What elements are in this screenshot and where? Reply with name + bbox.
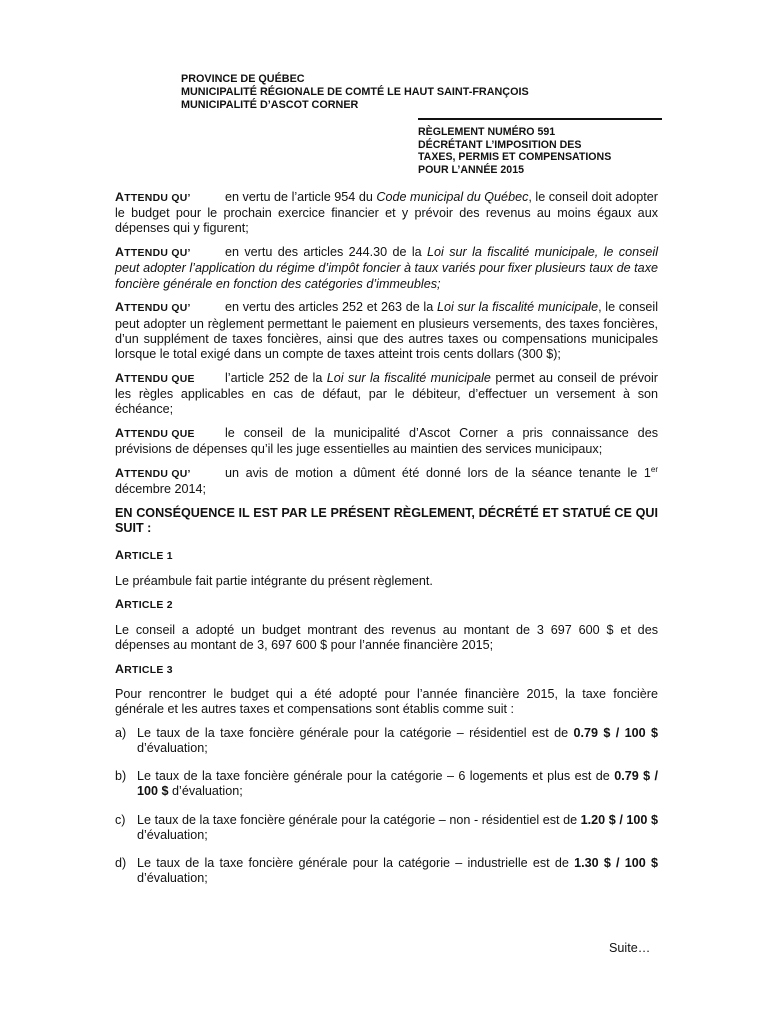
list-marker: a) [115, 725, 127, 740]
preamble-paragraph: ATTENDU QU’ un avis de motion a dûment été donné lors de la séance tenante le 1er décembre 2014; [115, 464, 658, 497]
tax-rate: 1.30 $ / 100 $ [574, 856, 659, 871]
reglement-title-line: TAXES, PERMIS ET COMPENSATIONS [418, 151, 612, 164]
article-text: Pour rencontrer le budget qui a été adopté pour l’année financière 2015, la taxe foncière générale et les autres taxes et compensations sont établis comme suit : [115, 686, 658, 717]
article-heading: ARTICLE 1 [115, 548, 173, 563]
header-province: PROVINCE DE QUÉBEC [181, 73, 305, 85]
list-marker: b) [115, 769, 127, 784]
consequence-statement: EN CONSÉQUENCE IL EST PAR LE PRÉSENT RÈGLEMENT, DÉCRÉTÉ ET STATUÉ CE QUI SUIT : [115, 506, 658, 536]
attendu-lead: ATTENDU QU’ [115, 245, 191, 260]
article-text: Le conseil a adopté un budget montrant des revenus au montant de 3 697 600 $ et des dépenses au montant de 3, 697 600 $ pour l’année financière 2015; [115, 622, 658, 652]
preamble-paragraph: ATTENDU QUE l’article 252 de la Loi sur la fiscalité municipale permet au conseil de prévoir les règles applicables en cas de défaut, par le débiteur, d’effectuer un versement à son échéance; [115, 370, 659, 417]
header-mrc: MUNICIPALITÉ RÉGIONALE DE COMTÉ LE HAUT SAINT-FRANÇOIS [181, 86, 529, 98]
list-item: a) Le taux de la taxe foncière générale pour la catégorie – résidentiel est de 0.79 $ / 100 $ d’évaluation; [115, 725, 659, 756]
attendu-lead: ATTENDU QU’ [115, 466, 191, 481]
preamble-paragraph: ATTENDU QU’ en vertu des articles 244.30 de la Loi sur la fiscalité municipale, le conseil peut adopter l’application du régime d’impôt foncier à taux variés pour fixer plusieurs taux de taxe foncière générale en fonction des catégories d’immeubles; [115, 245, 658, 291]
preamble-paragraph: ATTENDU QU’ en vertu de l’article 954 du Code municipal du Québec, le conseil doit adopter le budget pour le prochain exercice financier et y prévoir des revenus au moins égaux aux dépenses qui y figurent; [115, 190, 658, 236]
continuation-note: Suite… [609, 941, 651, 955]
attendu-lead: ATTENDU QUE [115, 426, 195, 441]
preamble-paragraph: ATTENDU QUE le conseil de la municipalité d’Ascot Corner a pris connaissance des prévisions de dépenses qu’il les juge essentielles au maintien des services municipaux; [115, 426, 658, 457]
list-marker: c) [115, 812, 126, 827]
attendu-lead: ATTENDU QU’ [115, 190, 191, 204]
article-heading: ARTICLE 2 [115, 597, 173, 612]
article-text: Le préambule fait partie intégrante du présent règlement. [115, 573, 433, 588]
tax-rate: 0.79 $ / 100 $ [137, 769, 658, 799]
tax-rate: 1.20 $ / 100 $ [580, 812, 658, 827]
reglement-number: RÈGLEMENT NUMÉRO 591 [418, 126, 556, 138]
article-heading: ARTICLE 3 [115, 661, 173, 676]
document-body [115, 190, 658, 899]
reglement-title-block [418, 118, 662, 176]
list-item: c) Le taux de la taxe foncière générale pour la catégorie – non - résidentiel est de 1.20 $ / 100 $ d’évaluation; [115, 812, 658, 842]
municipality-header [181, 73, 641, 112]
reglement-title-line: DÉCRÉTANT L’IMPOSITION DES [418, 138, 582, 151]
tax-rate-list [115, 726, 658, 887]
list-item: d) Le taux de la taxe foncière générale pour la catégorie – industrielle est de 1.30 $ / 100 $ d’évaluation; [115, 856, 659, 886]
attendu-lead: ATTENDU QU’ [115, 300, 191, 315]
list-item: b) Le taux de la taxe foncière générale pour la catégorie – 6 logements et plus est de 0.79 $ / 100 $ d’évaluation; [115, 769, 658, 799]
preamble-paragraph: ATTENDU QU’ en vertu des articles 252 et 263 de la Loi sur la fiscalité municipale, le conseil peut adopter un règlement permettant le paiement en plusieurs versements, des taxes foncières, d’un supplément de taxes foncières, ainsi que des autres taxes ou compensations municipales lorsque le total exigé dans un compte de taxes atteint trois cents dollars (300 $); [115, 300, 658, 362]
header-municipality: MUNICIPALITÉ D’ASCOT CORNER [181, 99, 359, 111]
reglement-title-line: POUR L’ANNÉE 2015 [418, 163, 524, 176]
attendu-lead: ATTENDU QUE [115, 370, 195, 385]
list-marker: d) [115, 856, 127, 871]
tax-rate: 0.79 $ / 100 $ [573, 725, 659, 740]
